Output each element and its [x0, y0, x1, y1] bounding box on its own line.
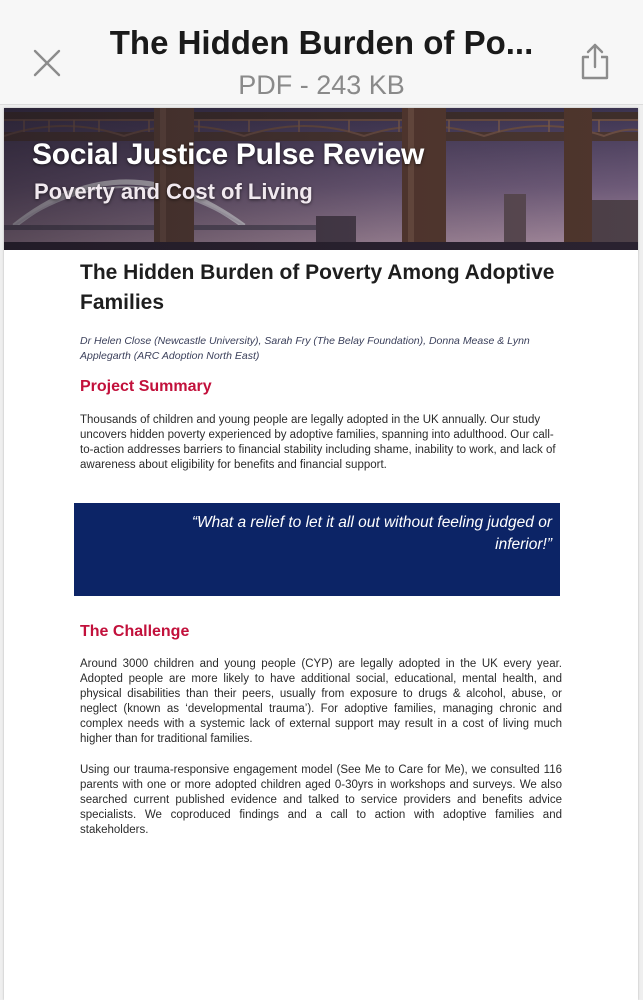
banner-title: Social Justice Pulse Review: [32, 138, 425, 171]
header-banner: [4, 108, 638, 250]
challenge-heading: The Challenge: [80, 623, 190, 640]
banner-subtitle: Poverty and Cost of Living: [34, 179, 313, 204]
share-button[interactable]: [577, 42, 613, 82]
quote-box: [74, 503, 560, 596]
viewer-toolbar: [0, 0, 643, 105]
pdf-page[interactable]: [4, 108, 638, 1000]
document-title: The Hidden Burden of Po...: [109, 24, 534, 61]
quote-text: “What a relief to let it all out without feeling judged or inferior!”: [191, 514, 552, 553]
article-authors: Dr Helen Close (Newcastle University), Sarah Fry (The Belay Foundation), Donna Mease & Lynn Applegarth (ARC Adoption North East): [80, 335, 530, 362]
share-icon: [577, 42, 613, 82]
document-file-info: PDF - 243 KB: [238, 70, 405, 100]
project-summary-text: Thousands of children and young people are legally adopted in the UK annually. Our study uncovers hidden poverty experienced by adoptive families, spanning into adulthood. Our call-to-action addresses barriers to financial stability including shame, inability to work, and lack of awareness about eligibility for benefits and financial support.: [80, 414, 556, 471]
article-title: The Hidden Burden of Poverty Among Adoptive Families: [80, 261, 555, 314]
challenge-paragraph-1: Around 3000 children and young people (CYP) are legally adopted in the UK every year. Adopted people are more likely to have additional social, educational, mental health, and physical disabilities than their peers, usually from exposure to drugs & alcohol, abuse, or neglect (known as ‘developmental trauma’). For adoptive families, managing chronic and complex needs with a systemic lack of external support may result in a cost of living much higher than for traditional families.: [80, 658, 562, 745]
close-icon: [30, 46, 64, 80]
close-button[interactable]: [30, 46, 64, 80]
project-summary-heading: Project Summary: [80, 378, 212, 395]
challenge-paragraph-2: Using our trauma-responsive engagement model (See Me to Care for Me), we consulted 116 parents with one or more adopted children aged 0-30yrs in workshops and surveys. We also searched current published evidence and talked to service providers and benefits advice specialists. We coproduced findings and a call to action with adoptive families and stakeholders.: [80, 764, 562, 836]
